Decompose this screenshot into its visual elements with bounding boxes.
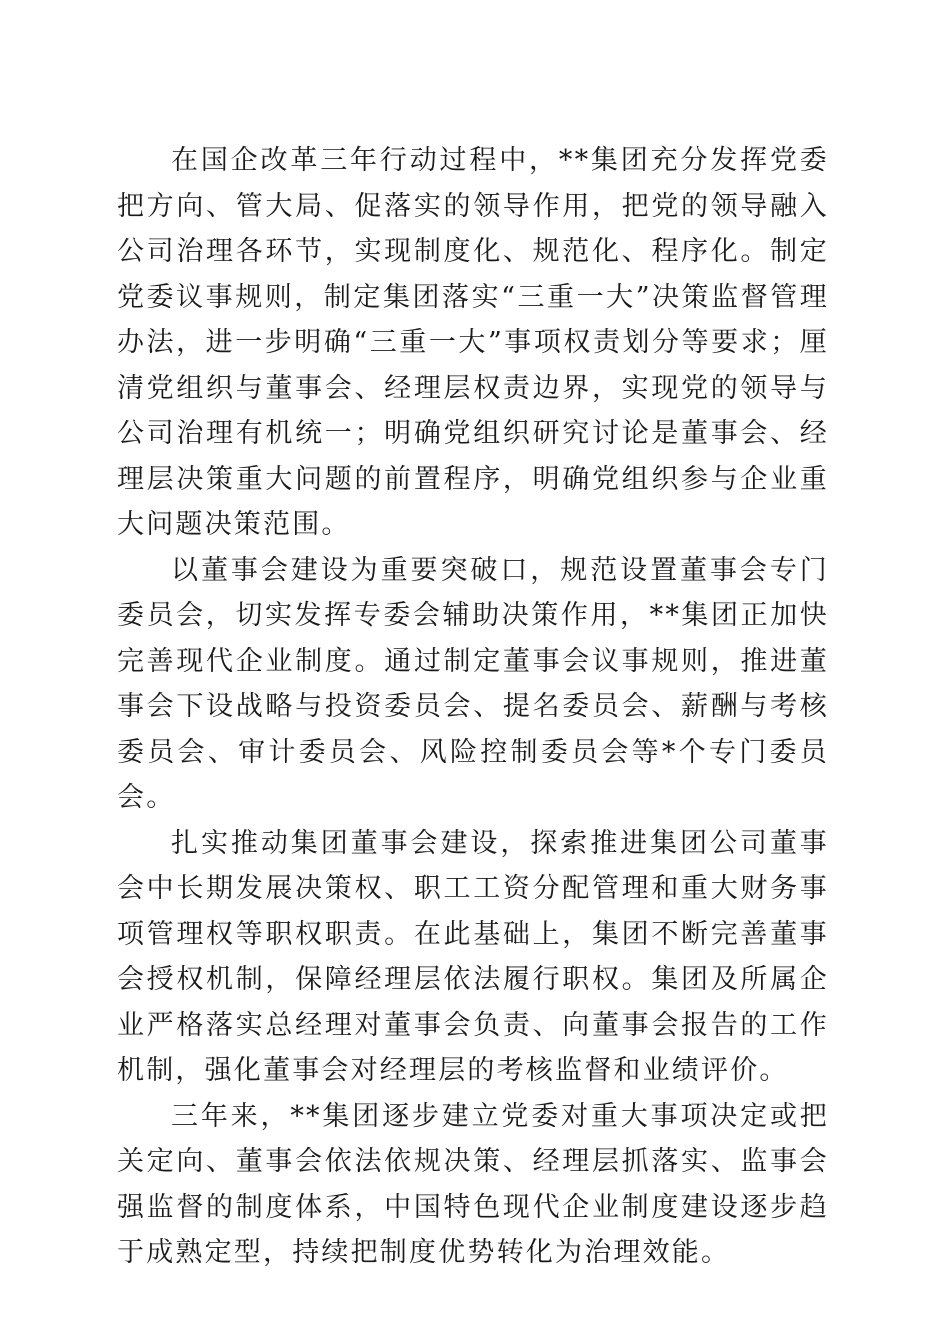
document-body bbox=[117, 138, 829, 1276]
paragraph-board-construction: 扎实推动集团董事会建设，探索推进集团公司董事会中长期发展决策权、职工工资分配管理和重大财务事项管理权等职权职责。在此基础上，集团不断完善董事会授权机制，保障经理层依法履行职权。集团及所属企业严格落实总经理对董事会负责、向董事会报告的工作机制，强化董事会对经理层的考核监督和业绩评价。 bbox=[117, 827, 829, 1086]
paragraph-board-committees: 以董事会建设为重要突破口，规范设置董事会专门委员会，切实发挥专委会辅助决策作用，**集团正加快完善现代企业制度。通过制定董事会议事规则，推进董事会下设战略与投资委员会、提名委员会、薪酬与考核委员会、审计委员会、风险控制委员会等*个专门委员会。 bbox=[117, 554, 829, 813]
paragraph-three-year-summary: 三年来，**集团逐步建立党委对重大事项决定或把关定向、董事会依法依规决策、经理层抓落实、监事会强监督的制度体系，中国特色现代企业制度建设逐步趋于成熟定型，持续把制度优势转化为治理效能。 bbox=[117, 1100, 829, 1268]
paragraph-party-leadership: 在国企改革三年行动过程中，**集团充分发挥党委把方向、管大局、促落实的领导作用，把党的领导融入公司治理各环节，实现制度化、规范化、程序化。制定党委议事规则，制定集团落实“三重一大”决策监督管理办法，进一步明确“三重一大”事项权责划分等要求；厘清党组织与董事会、经理层权责边界，实现党的领导与公司治理有机统一；明确党组织研究讨论是董事会、经理层决策重大问题的前置程序，明确党组织参与企业重大问题决策范围。 bbox=[117, 145, 829, 540]
